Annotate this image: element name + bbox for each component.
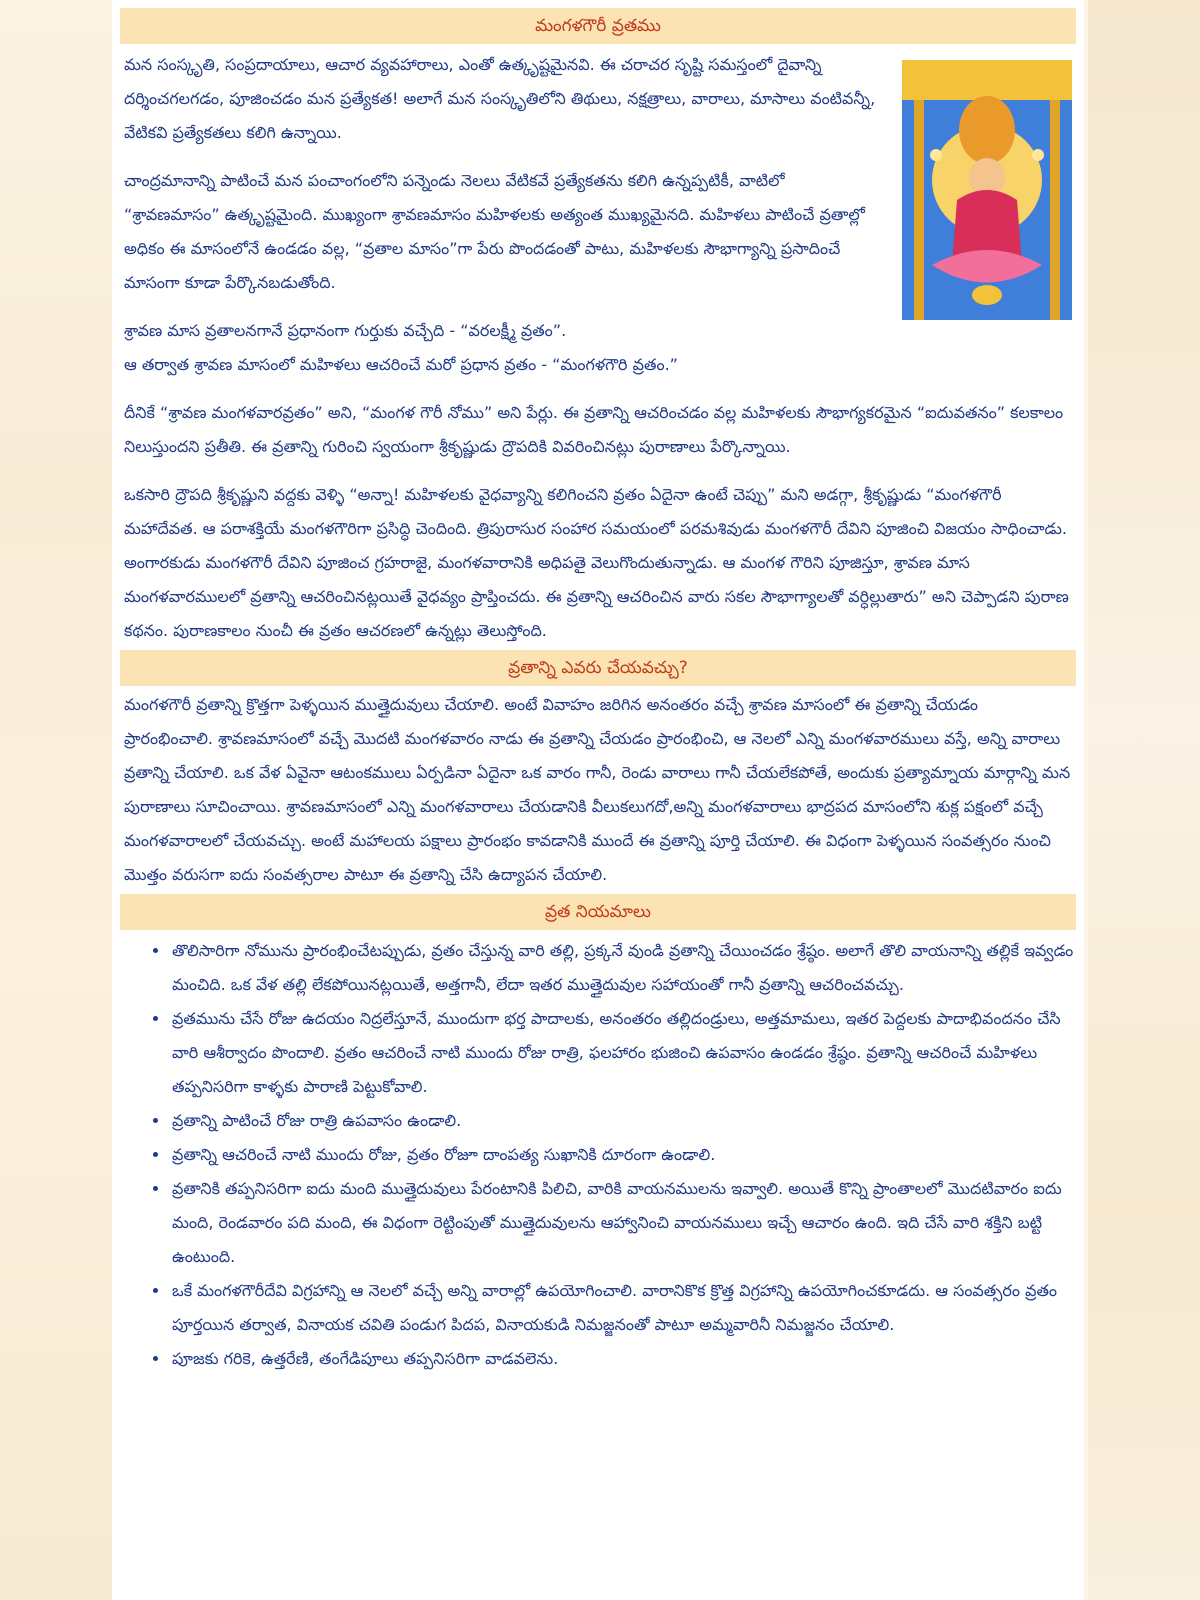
- rule-item: • వ్రతాన్ని ఆచరించే నాటి ముందు రోజు, వ్రతం రోజూ దాంపత్య సుఖానికి దూరంగా ఉండాలి.: [170, 1138, 1076, 1172]
- rule-item: • తొలిసారిగా నోమును ప్రారంభించేటప్పుడు, వ్రతం చేస్తున్న వారి తల్లి, ప్రక్కనే వుండి వ్రతాన్ని చేయించడం శ్రేష్ఠం. అలాగే తొలి వాయనాన్ని తల్లికే ఇవ్వడం మంచిది. ఒక వేళ తల్లి లేకపోయినట్లయితే, అత్తగానీ, లేదా ఇతర ముత్తైదువుల సహాయంతో గానీ వ్రతాన్ని ఆచరించవచ్చు.: [170, 934, 1076, 1002]
- rule-item: • వ్రతాన్ని పాటించే రోజు రాత్రి ఉపవాసం ఉండాలి.: [170, 1104, 1076, 1138]
- who-paragraph: మంగళగౌరీ వ్రతాన్ని క్రొత్తగా పెళ్ళయిన ముత్తైదువులు చేయాలి. అంటే వివాహం జరిగిన అనంతరం వచ్చే శ్రావణ మాసంలో ఈ వ్రతాన్ని చేయడం ప్రారంభించాలి. శ్రావణమాసంలో వచ్చే మొదటి మంగళవారం నాడు ఈ వ్రతాన్ని చేయడం ప్రారంభించి, ఆ నెలలో ఎన్ని మంగళవారములు వస్తే, అన్ని వారాలు వ్రతాన్ని చేయాలి. ఒక వేళ ఏవైనా ఆటంకములు ఏర్పడినా ఏదైనా ఒక వారం గానీ, రెండు వారాలు గానీ చేయలేకపోతే, అందుకు ప్రత్యామ్నాయ మార్గాన్ని మన పురాణాలు సూచించాయి. శ్రావణమాసంలో ఎన్ని మంగళవారాలు చేయడానికి వీలుకలుగదో,అన్ని మంగళవారాలు భాద్రపద మాసంలోని శుక్ల పక్షంలో వచ్చే మంగళవారాలలో చేయవచ్చు. అంటే మహాలయ పక్షాలు ప్రారంభం కావడానికి ముందే ఈ వ్రతాన్ని పూర్తి చేయాలి. ఈ విధంగా పెళ్ళయిన సంవత్సరం నుంచి మొత్తం వరుసగా ఐదు సంవత్సరాల పాటూ ఈ వ్రతాన్ని చేసి ఉద్యాపన చేయాలి.: [124, 695, 1071, 884]
- intro-paragraph-2: చాంద్రమానాన్ని పాటించే మన పంచాంగంలోని పన్నెండు నెలలు వేటికవే ప్రత్యేకతను కలిగి ఉన్నప్పటికీ, వాటిలో “శ్రావణమాసం” ఉత్కృష్టమైంది. ముఖ్యంగా శ్రావణమాసం మహిళలకు అత్యంత ముఖ్యమైనది. మహిళలు పాటించే వ్రతాల్లో అధికం ఈ మాసంలోనే ఉండడం వల్ల, “వ్రతాల మాసం”గా పేరు పొందడంతో పాటు, మహిళలకు సౌభాగ్యాన్ని ప్రసాదించే మాసంగా కూడా పేర్కొనబడుతోంది.: [124, 171, 865, 292]
- rule-item: • పూజకు గరికె, ఉత్తరేణి, తంగేడిపూలు తప్పనిసరిగా వాడవలెను.: [170, 1342, 1076, 1376]
- intro-paragraph-1: మన సంస్కృతి, సంప్రదాయాలు, ఆచార వ్యవహారాలు, ఎంతో ఉత్కృష్టమైనవి. ఈ చరాచర సృష్టి సమస్తంలో దైవాన్ని దర్శించగలగడం, పూజించడం మన ప్రత్యేకత! అలాగే మన సంస్కృతిలోని తిథులు, నక్షత్రాలు, వారాలు, మాసాలు వంటివన్నీ, వేటికవి ప్రత్యేకతలు కలిగి ఉన్నాయి.: [124, 55, 876, 142]
- intro-paragraph-4: దీనికే “శ్రావణ మంగళవారవ్రతం” అని, “మంగళ గౌరీ నోము” అని పేర్లు. ఈ వ్రతాన్ని ఆచరించడం వల్ల మహిళలకు సౌభాగ్యకరమైన “ఐదువతనం” కలకాలం నిలుస్తుందని ప్రతీతి. ఈ వ్రతాన్ని గురించి స్వయంగా శ్రీకృష్ణుడు ద్రౌపదికి వివరించినట్లు పురాణాలు పేర్కొన్నాయి.: [124, 403, 1064, 456]
- section-title-mangala-gauri-vratham: మంగళగౌరీ వ్రతము: [120, 8, 1076, 44]
- goddess-image: [902, 60, 1072, 320]
- intro-line-3a: శ్రావణ మాస వ్రతాలనగానే ప్రధానంగా గుర్తుకు వచ్చేది - “వరలక్ష్మీ వ్రతం”.: [124, 321, 567, 340]
- page-background-right: [1088, 0, 1200, 1600]
- section-title-who-can-perform: వ్రతాన్ని ఎవరు చేయవచ్చు?: [120, 650, 1076, 686]
- rule-item: • ఒకే మంగళగౌరీదేవి విగ్రహాన్ని ఆ నెలలో వచ్చే అన్ని వారాల్లో ఉపయోగించాలి. వారానికొక క్రొత్త విగ్రహాన్ని ఉపయోగించకూడదు. ఆ సంవత్సరం వ్రతం పూర్తయిన తర్వాత, వినాయక చవితి పండుగ పిదప, వినాయకుడి నిమజ్జనంతో పాటూ అమ్మవారినీ నిమజ్జనం చేయాలి.: [170, 1274, 1076, 1342]
- intro-line-3b: ఆ తర్వాత శ్రావణ మాసంలో మహిళలు ఆచరించే మరో ప్రధాన వ్రతం - “మంగళగౌరి వ్రతం.”: [124, 355, 678, 374]
- intro-paragraph-5: ఒకసారి ద్రౌపది శ్రీకృష్ణుని వద్దకు వెళ్ళి “అన్నా! మహిళలకు వైధవ్యాన్ని కలిగించని వ్రతం ఏదైనా ఉంటే చెప్పు” మని అడగ్గా, శ్రీకృష్ణుడు “మంగళగౌరీ మహాదేవత. ఆ పరాశక్తియే మంగళగౌరిగా ప్రసిద్ధి చెందింది. త్రిపురాసుర సంహార సమయంలో పరమశివుడు మంగళగౌరీ దేవిని పూజించి విజయం సాధించాడు. అంగారకుడు మంగళగౌరీ దేవిని పూజించ గ్రహరాజై, మంగళవారానికి అధిపతై వెలుగొందుతున్నాడు. ఆ మంగళ గౌరిని పూజిస్తూ, శ్రావణ మాస మంగళవారములలో వ్రతాన్ని ఆచరించినట్లయితే వైధవ్యం ప్రాప్తించదు. ఈ వ్రతాన్ని ఆచరించిన వారు సకల సౌభాగ్యాలతో వర్ధిల్లుతారు” అని చెప్పాడని పురాణ కథనం. పురాణకాలం నుంచీ ఈ వ్రతం ఆచరణలో ఉన్నట్లు తెలుస్తోంది.: [124, 485, 1069, 640]
- rules-list: [120, 934, 1076, 1376]
- rule-item: • వ్రతానికి తప్పనిసరిగా ఐదు మంది ముత్తైదువులు పేరంటానికి పిలిచి, వారికి వాయనములను ఇవ్వాలి. అయితే కొన్ని ప్రాంతాలలో మొదటివారం ఐదు మంది, రెండవారం పది మంది, ఈ విధంగా రెట్టింపుతో ముత్తైదువులను ఆహ్వానించి వాయనములు ఇచ్చే ఆచారం ఉంది. ఇది చేసే వారి శక్తిని బట్టి ఉంటుంది.: [170, 1172, 1076, 1274]
- rule-item: • వ్రతమును చేసే రోజు ఉదయం నిద్రలేస్తూనే, ముందుగా భర్త పాదాలకు, అనంతరం తల్లిదండ్రులు, అత్తమామలు, ఇతర పెద్దలకు పాదాభివందనం చేసి వారి ఆశీర్వాదం పొందాలి. వ్రతం ఆచరించే నాటి ముందు రోజు రాత్రి, ఫలహారం భుజించి ఉపవాసం ఉండడం శ్రేష్ఠం. వ్రతాన్ని ఆచరించే మహిళలు తప్పనిసరిగా కాళ్ళకు పారాణి పెట్టుకోవాలి.: [170, 1002, 1076, 1104]
- article-page: [112, 0, 1084, 1600]
- page-background-left: [0, 0, 112, 1600]
- section-title-vratha-rules: వ్రత నియమాలు: [120, 894, 1076, 930]
- intro-block: [112, 48, 1084, 300]
